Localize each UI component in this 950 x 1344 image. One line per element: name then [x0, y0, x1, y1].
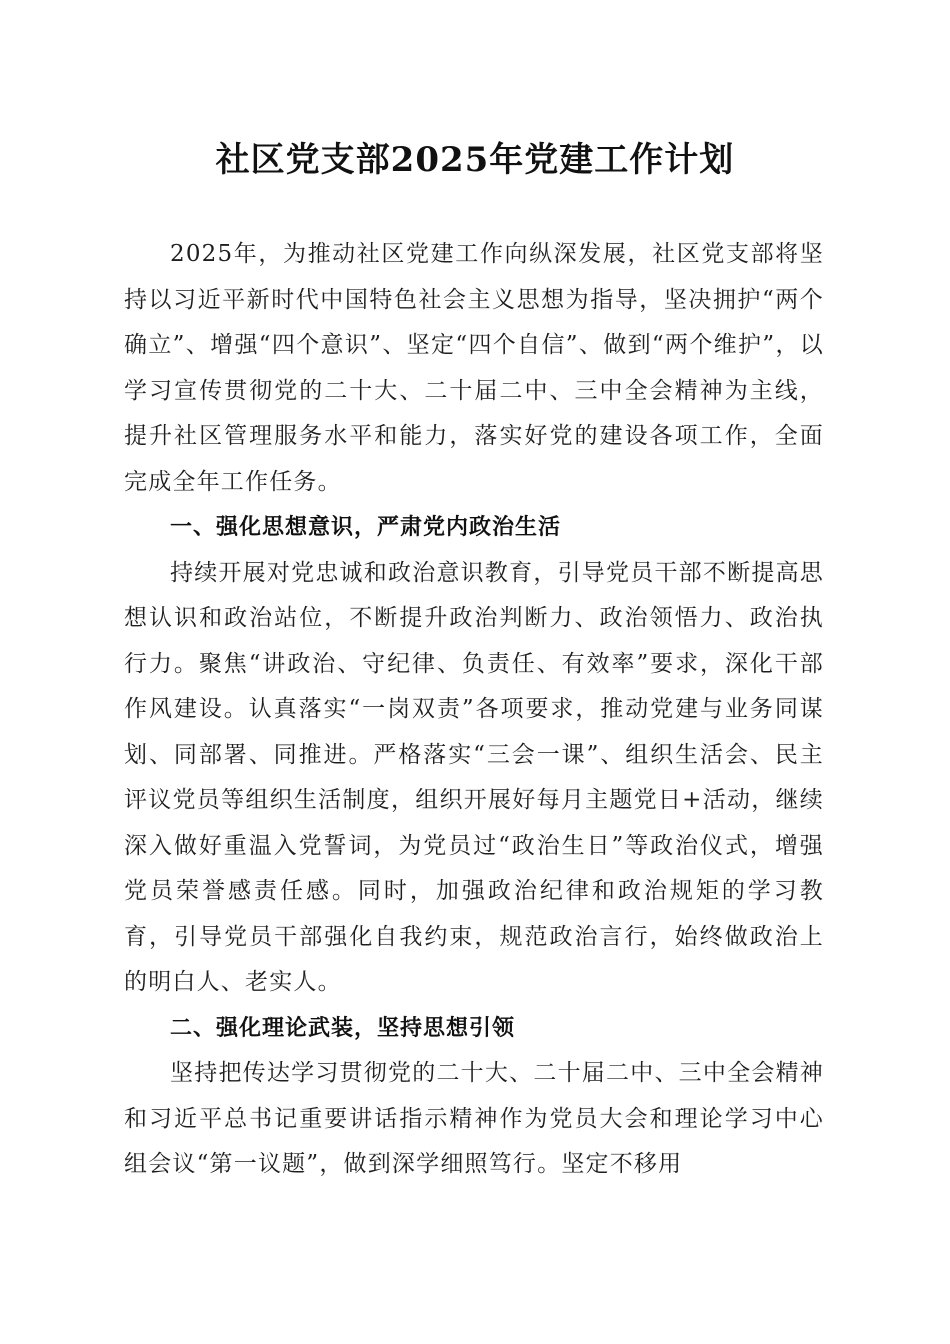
- section-heading-1: 一、强化思想意识，严肃党内政治生活: [170, 515, 562, 540]
- document-title: 社区党支部2025年党建工作计划: [215, 140, 735, 180]
- intro-paragraph: 2025年，为推动社区党建工作向纵深发展，社区党支部将坚持以习近平新时代中国特色社会主义思想为指导，坚决拥护“两个确立”、增强“四个意识”、坚定“四个自信”、做到“两个维护”，以学习宣传贯彻党的二十大、二十届二中、三中全会精神为主线，提升社区管理服务水平和能力，落实好党的建设各项工作，全面完成全年工作任务。: [124, 241, 824, 495]
- section-paragraph-1: 持续开展对党忠诚和政治意识教育，引导党员干部不断提高思想认识和政治站位，不断提升政治判断力、政治领悟力、政治执行力。聚焦“讲政治、守纪律、负责任、有效率”要求，深化干部作风建设。认真落实“一岗双责”各项要求，推动党建与业务同谋划、同部署、同推进。严格落实“三会一课”、组织生活会、民主评议党员等组织生活制度，组织开展好每月主题党日+活动，继续深入做好重温入党誓词，为党员过“政治生日”等政治仪式，增强党员荣誉感责任感。同时，加强政治纪律和政治规矩的学习教育，引导党员干部强化自我约束，规范政治言行，始终做政治上的明白人、老实人。: [124, 559, 824, 995]
- document-body: [124, 232, 824, 1188]
- section-heading-2: 二、强化理论武装，坚持思想引领: [170, 1015, 516, 1041]
- section-paragraph-2: 坚持把传达学习贯彻党的二十大、二十届二中、三中全会精神和习近平总书记重要讲话指示精神作为党员大会和理论学习中心组会议“第一议题”，做到深学细照笃行。坚定不移用: [124, 1060, 824, 1177]
